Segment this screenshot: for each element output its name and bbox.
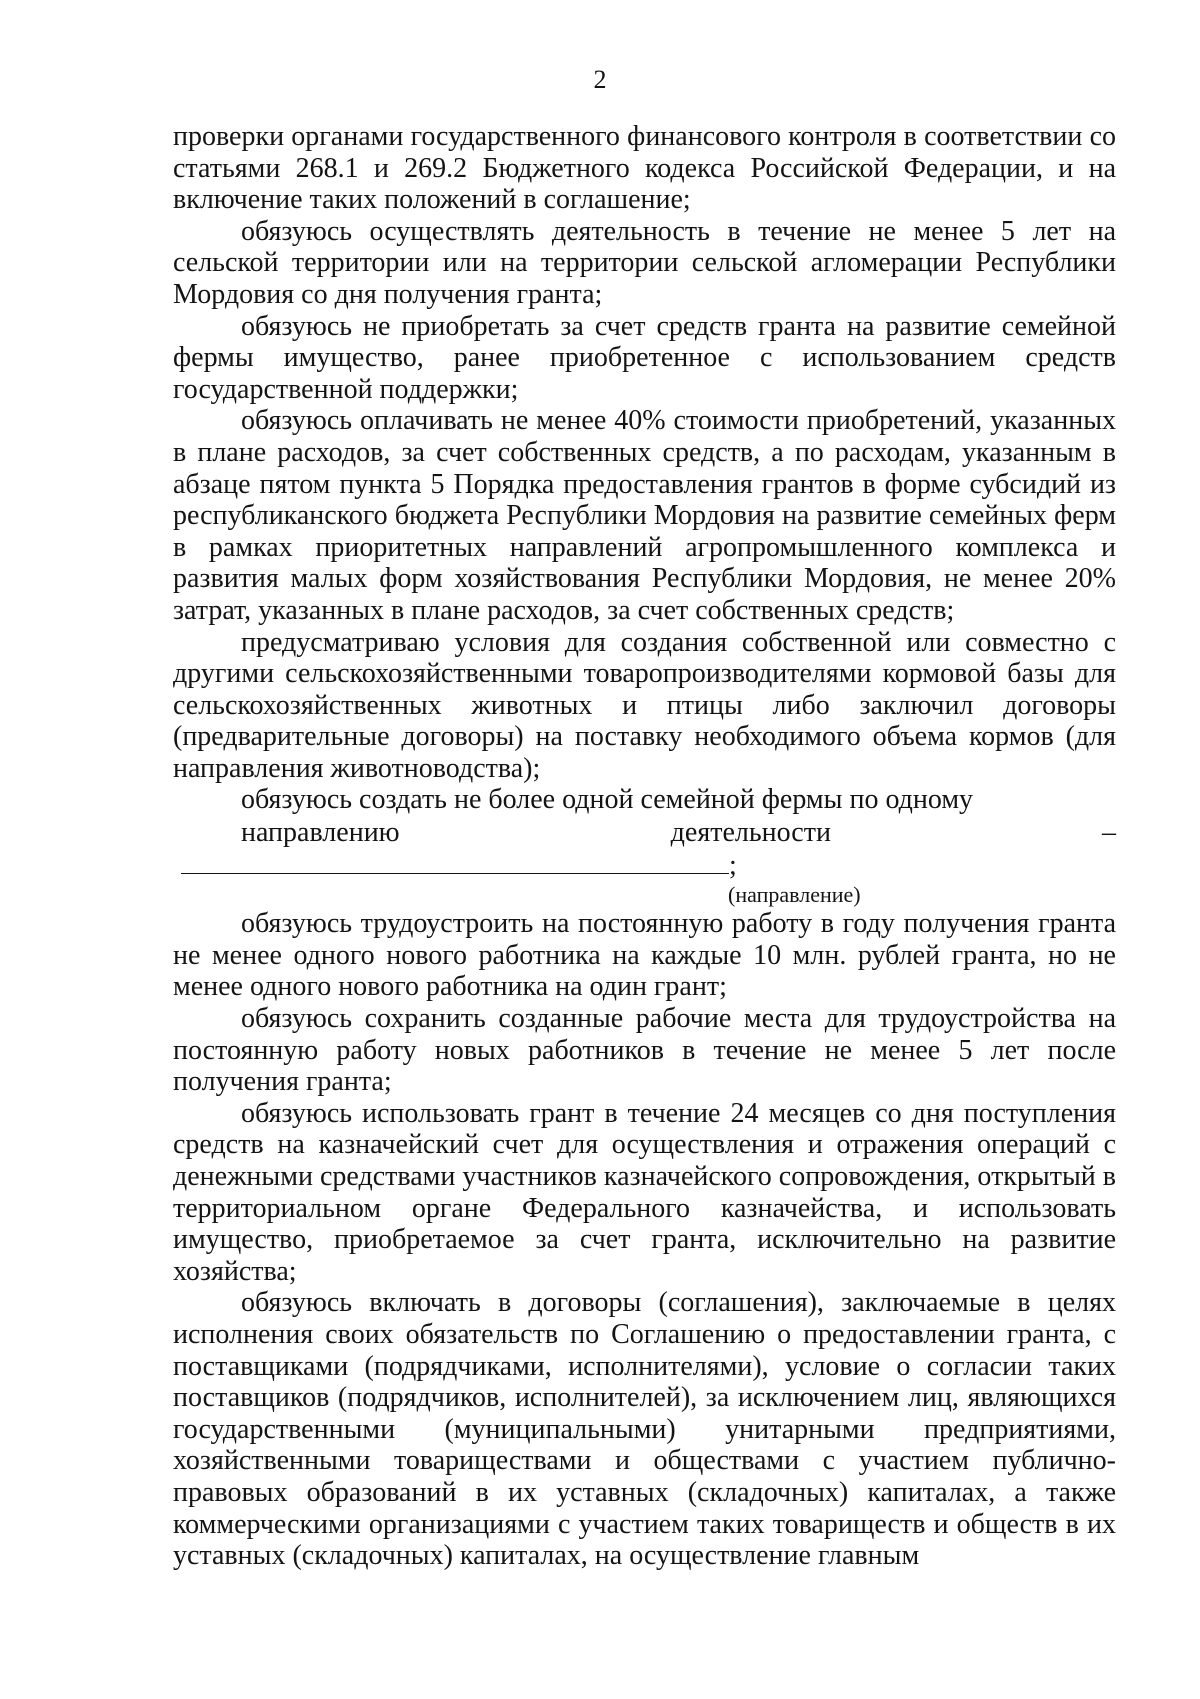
paragraph-feed-base: предусматриваю условия для создания собственной или совместно с другими сельскохозяйственными товаропроизводителями кормовой базы для сельскохозяйственных животных и птицы либо заключил договоры (предварительные договоры) на поставку необходимого объема кормов (для направления животноводства); bbox=[173, 626, 1116, 784]
document-body bbox=[173, 121, 1116, 1572]
direction-label: направлению деятельности – bbox=[241, 817, 1116, 849]
direction-blank-field[interactable] bbox=[181, 849, 729, 874]
paragraph-own-funds-40: обязуюсь оплачивать не менее 40% стоимости приобретений, указанных в плане расходов, за счет собственных средств, а по расходам, указанным в абзаце пятом пункта 5 Порядка предоставления грантов в форме субсидий из республиканского бюджета Республики Мордовия на развитие семейных ферм в рамках приоритетных направлений агропромышленного комплекса и развития малых форм хозяйствования Республики Мордовия, не менее 20% затрат, указанных в плане расходов, за счет собственных средств; bbox=[173, 405, 1116, 626]
paragraph-continuation: проверки органами государственного финансового контроля в соответствии со статьями 268.1 и 269.2 Бюджетного кодекса Российской Федерации, и на включение таких положений в соглашение; bbox=[173, 121, 1116, 216]
page-number: 2 bbox=[593, 65, 607, 94]
paragraph-employment: обязуюсь трудоустроить на постоянную работу в году получения гранта не менее одного нового работника на каждые 10 млн. рублей гранта, но не менее одного нового работника на один грант; bbox=[173, 908, 1116, 1003]
one-farm-text: обязуюсь создать не более одной семейной фермы по одному bbox=[241, 784, 974, 816]
direction-end: ; bbox=[729, 849, 737, 881]
paragraph-activity-5-years: обязуюсь осуществлять деятельность в течение не менее 5 лет на сельской территории или на территории сельской агломерации Республики Мордовия со дня получения гранта; bbox=[173, 215, 1116, 310]
direction-caption-row bbox=[173, 881, 1116, 908]
paragraph-supplier-contracts: обязуюсь включать в договоры (соглашения), заключаемые в целях исполнения своих обязательств по Соглашению о предоставлении гранта, с поставщиками (подрядчиками, исполнителями), условие о согласии таких поставщиков (подрядчиков, исполнителей), за исключением лиц, являющихся государственными (муниципальными) унитарными предприятиями, хозяйственными товариществами и обществами с участием публично-правовых образований в их уставных (складочных) капиталах, а также коммерческими организациями с участием таких товариществ и обществ в их уставных (складочных) капиталах, на осуществление главным bbox=[173, 1287, 1116, 1572]
paragraph-no-prior-property: обязуюсь не приобретать за счет средств гранта на развитие семейной фермы имущество, ранее приобретенное с использованием средств государственной поддержки; bbox=[173, 310, 1116, 405]
paragraph-keep-jobs: обязуюсь сохранить созданные рабочие места для трудоустройства на постоянную работу новых работников в течение не менее 5 лет после получения гранта; bbox=[173, 1003, 1116, 1098]
direction-caption: (направление) bbox=[728, 882, 861, 908]
direction-line bbox=[173, 817, 1116, 881]
paragraph-one-farm bbox=[173, 784, 1116, 881]
paragraph-use-grant-24-months: обязуюсь использовать грант в течение 24 месяцев со дня поступления средств на казначейский счет для осуществления и отражения операций с денежными средствами участников казначейского сопровождения, открытый в территориальном органе Федерального казначейства, и использовать имущество, приобретаемое за счет гранта, исключительно на развитие хозяйства; bbox=[173, 1097, 1116, 1287]
